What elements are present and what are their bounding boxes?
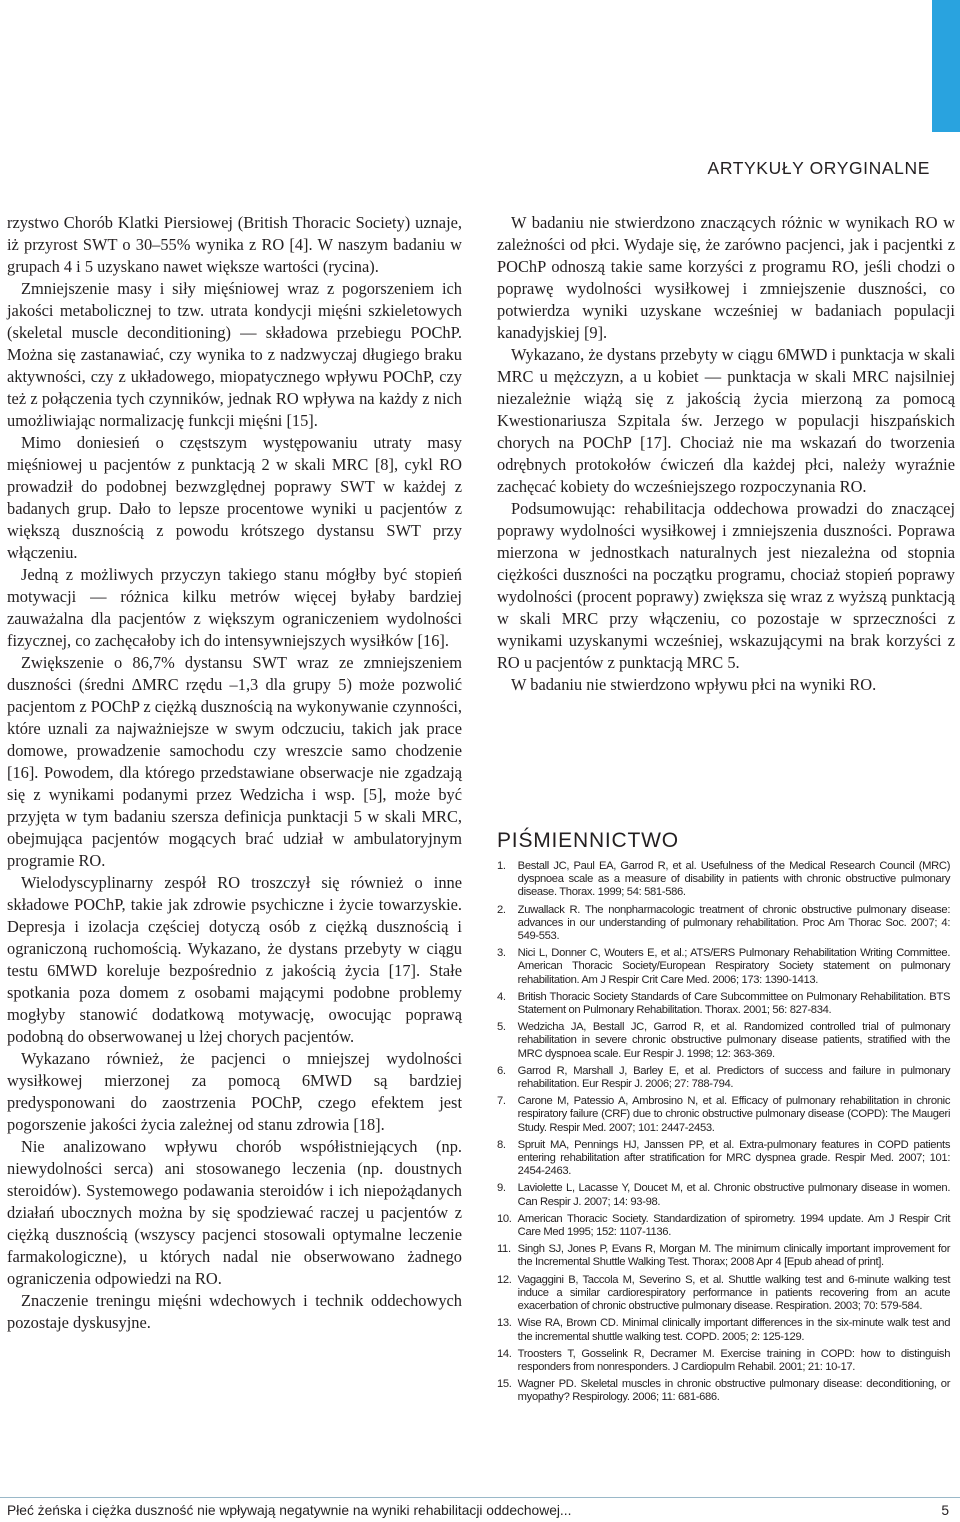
left-text-column	[7, 212, 462, 1334]
reference-item	[497, 904, 950, 944]
reference-number: 6.	[497, 1064, 506, 1077]
paragraph: Wielodyscyplinarny zespół RO troszczył się również o inne składowe POChP, takie jak zdrowie psychiczne i życie towarzyskie. Depresja i izolacja częściej dotyczą osób z ciężką dusznością i ograniczoną ruchomością. Wykazano, że dystans przebyty w ciągu testu 6MWD koreluje bezpośrednio z jakością życia [17]. Stałe spotkania poza domem z osobami mającymi podobne problemy mogłyby stanowić dodatkową motywację, owocując poprawą podobną do obserwowanej u lżej chorych pacjentów.	[7, 873, 462, 1046]
paragraph: Znaczenie treningu mięśni wdechowych i technik oddechowych pozostaje dyskusyjne.	[7, 1291, 462, 1332]
reference-item	[497, 947, 950, 987]
reference-number: 4.	[497, 990, 506, 1003]
paragraph: W badaniu nie stwierdzono wpływu płci na wyniki RO.	[511, 675, 877, 694]
reference-number: 1.	[497, 860, 506, 872]
reference-text: Spruit MA, Pennings HJ, Janssen PP, et al. Extra-pulmonary features in COPD patients entering rehabilitation after stratification for MRC dyspnea grade. Respir Med. 2007; 101: 2454-2463.	[517, 1138, 951, 1178]
reference-item	[497, 860, 950, 900]
section-header: ARTYKUŁY ORYGINALNE	[707, 158, 930, 178]
reference-text: Wagner PD. Skeletal muscles in chronic obstructive pulmonary disease: deconditioning, or myopathy? Respirology. 2006; 11: 681-686.	[517, 1378, 951, 1404]
reference-text: Troosters T, Gosselink R, Decramer M. Exercise training in COPD: how to distinguish responders from nonresponders. J Cardiopulm Rehabil. 2001; 21: 10-17.	[517, 1347, 951, 1373]
reference-number: 8.	[497, 1138, 506, 1151]
reference-item	[497, 991, 950, 1017]
paragraph: Nie analizowano wpływu chorób współistniejących (np. niewydolności serca) ani stosowanego leczenia (np. doustnych steroidów). Systemowego podawania steroidów i ich niepożądanych działań ubocznych można by się spodziewać raczej u pacjentów z ciężką dusznością (wszyscy pacjenci stosowali optymalne leczenie farmakologiczne), u których nadal nie obserwowano żadnego ograniczenia odpowiedzi na RO.	[7, 1137, 462, 1288]
reference-text: Zuwallack R. The nonpharmacologic treatment of chronic obstructive pulmonary disease: advances in our understanding of pulmonary rehabilitation. Proc Am Thorac Soc. 2007; 4: 549-553.	[517, 903, 951, 943]
paragraph: Wykazano również, że pacjenci o mniejszej wydolności wysiłkowej mierzonej za pomocą 6MWD są bardziej predysponowani do zaostrzenia POChP, czego efektem jest pogorszenie jakości życia zależnej od stanu zdrowia [18].	[7, 1049, 462, 1134]
reference-number: 5.	[497, 1021, 506, 1034]
reference-item	[497, 1274, 950, 1314]
reference-text: Singh SJ, Jones P, Evans R, Morgan M. The minimum clinically important improvement for the Incremental Shuttle Walking Test. Thorax; 2008 Apr 4 [Epub ahead of print].	[517, 1243, 951, 1269]
reference-number: 7.	[497, 1095, 506, 1108]
corner-color-tab	[932, 0, 960, 132]
reference-item	[497, 1065, 950, 1091]
reference-item	[497, 1021, 950, 1061]
paragraph: Zmniejszenie masy i siły mięśniowej wraz z pogorszeniem ich jakości metabolicznej to tzw. utrata kondycji mięśni szkieletowych (skeletal muscle deconditioning) — składowa przebiegu POChP. Można się zastanawiać, czy wynika to z nadzwyczaj długiego braku aktywności, czy z układowego, miopatycznego wpływu POChP, czy też z połączenia tych czynników, jednak RO wpływa na każdy z nich umożliwiając normalizację funkcji mięśni [15].	[7, 279, 462, 430]
paragraph: Podsumowując: rehabilitacja oddechowa prowadzi do znaczącej poprawy wydolności wysiłkowej i zmniejszenia duszności. Poprawa mierzona w jednostkach naturalnych jest niezależna od stopnia ciężkości duszności na początku programu, chociaż stopień poprawy wydolności (procent poprawy) zwiększa się wraz z wyższą punktacją w skali MRC przy włączeniu, co pozostaje w sprzeczności z wynikami uzyskanymi wcześniej, wskazującymi na brak korzyści z RO u pacjentów z punktacją MRC 5.	[497, 499, 955, 672]
paragraph: rzystwo Chorób Klatki Piersiowej (British Thoracic Society) uznaje, iż przyrost SWT o 30–55% wynika z RO [4]. W naszym badaniu w grupach 4 i 5 uzyskano nawet większe wartości (rycina).	[7, 213, 462, 276]
page-number: 5	[941, 1503, 949, 1518]
references-heading: PIŚMIENNICTWO	[497, 829, 679, 852]
reference-number: 15.	[497, 1378, 512, 1391]
reference-number: 13.	[497, 1317, 512, 1330]
reference-text: Bestall JC, Paul EA, Garrod R, et al. Usefulness of the Medical Research Council (MRC) dyspnoea scale as a measure of disability in patients with chronic obstructive pulmonary disease. Thorax. 1999; 54: 581-586.	[517, 860, 951, 899]
reference-text: British Thoracic Society Standards of Care Subcommittee on Pulmonary Rehabilitation. BTS Statement on Pulmonary Rehabilitation. Thorax. 2001; 56: 827-834.	[517, 990, 951, 1017]
reference-text: Nici L, Donner C, Wouters E, et al.; ATS/ERS Pulmonary Rehabilitation Writing Committee. American Thoracic Society/European Respiratory Society statement on pulmonary rehabilitation. Am J Respir Crit Care Med. 2006; 173: 1390-1413.	[517, 947, 951, 986]
paragraph: Mimo doniesień o częstszym występowaniu utraty masy mięśniowej u pacjentów z punktacją 2 w skali MRC [8], cykl RO prowadził do podobnej bezwzględnej poprawy SWT w każdej z badanych grup. Dało to lepsze procentowe wyniki u pacjentów z większą dusznością z powodu krótszego dystansu SWT przy włączeniu.	[7, 433, 462, 562]
paragraph: Jedną z możliwych przyczyn takiego stanu mógłby być stopień motywacji — różnica kilku metrów więcej byłaby bardziej zauważalna dla pacjentów z większym ograniczeniem wydolności fizycznej, co zachęcałoby ich do intensywniejszych wysiłków [16].	[7, 565, 462, 650]
reference-text: Vagaggini B, Taccola M, Severino S, et al. Shuttle walking test and 6-minute walking test induce a similar cardiorespiratory performance in patients recovering from an acute exacerbation of chronic obstructive pulmonary disease. Respiration. 2003; 70: 579-584.	[517, 1273, 951, 1313]
reference-number: 12.	[497, 1273, 512, 1286]
reference-item	[497, 1213, 950, 1239]
footer-running-title: Płeć żeńska i ciężka duszność nie wpływają negatywnie na wyniki rehabilitacji oddechowej...	[7, 1503, 572, 1518]
reference-text: Wise RA, Brown CD. Minimal clinically important differences in the six-minute walk test and the incremental shuttle walking test. COPD. 2005; 2: 125-129.	[517, 1317, 951, 1343]
reference-item	[497, 1182, 950, 1208]
references-list	[497, 860, 950, 1409]
reference-item	[497, 1317, 950, 1343]
reference-number: 3.	[497, 947, 506, 960]
reference-number: 10.	[497, 1212, 512, 1225]
reference-text: Garrod R, Marshall J, Barley E, et al. Predictors of success and failure in pulmonary rehabilitation. Eur Respir J. 2006; 27: 788-794.	[517, 1064, 951, 1091]
reference-text: American Thoracic Society. Standardization of spirometry. 1994 update. Am J Respir Crit Care Med 1995; 152: 1107-1136.	[517, 1212, 951, 1239]
reference-number: 2.	[497, 903, 506, 916]
right-text-column	[497, 212, 955, 696]
reference-number: 9.	[497, 1182, 506, 1195]
paragraph: Wykazano, że dystans przebyty w ciągu 6MWD i punktacja w skali MRC u mężczyzn, a u kobiet — punktacja w skali MRC najsilniej niezależnie wiążą się z jakością życia mierzoną za pomocą Kwestionariusza Szpitala św. Jerzego w populacji hiszpańskich chorych na POChP [17]. Chociaż nie ma wskazań do tworzenia odrębnych protokołów ćwiczeń dla każdej płci, należy wyraźnie zachęcać kobiety do wcześniejszego rozpoczynania RO.	[497, 345, 955, 496]
reference-number: 11.	[497, 1243, 511, 1256]
footer-divider	[0, 1497, 960, 1498]
paragraph: Zwiększenie o 86,7% dystansu SWT wraz ze zmniejszeniem duszności (średni ΔMRC rzędu –1,3 dla grupy 5) może pozwolić pacjentom z POChP z ciężką dusznością na wykonywanie czynności, które uznali za najważniejsze w swym odczuciu, takich jak prace domowe, prowadzenie samochodu czy wreszcie samo chodzenie [16]. Powodem, dla którego przedstawiane obserwacje nie zgadzają się z wynikami podanymi przez Wedzicha i wsp. [5], może być przyjęta w tym badaniu szersza definicja punktacji 5 w skali MRC, obejmująca pacjentów mogących brać udział w ambulatoryjnym programie RO.	[7, 653, 463, 870]
reference-text: Carone M, Patessio A, Ambrosino N, et al. Efficacy of pulmonary rehabilitation in chronic respiratory failure (CRF) due to chronic obstructive pulmonary disease (COPD): The Maugeri Study. Respir Med. 2007; 101: 2447-2453.	[517, 1095, 951, 1134]
reference-text: Laviolette L, Lacasse Y, Doucet M, et al. Chronic obstructive pulmonary disease in women. Can Respir J. 2007; 14: 93-98.	[517, 1182, 951, 1208]
reference-item	[497, 1139, 950, 1179]
reference-text: Wedzicha JA, Bestall JC, Garrod R, et al. Randomized controlled trial of pulmonary rehabilitation in severe chronic obstructive pulmonary disease patients, stratified with the MRC dyspnoea scale. Eur Respir J. 1998; 12: 363-369.	[517, 1021, 951, 1060]
reference-number: 14.	[497, 1347, 512, 1360]
reference-item	[497, 1348, 950, 1374]
reference-item	[497, 1243, 950, 1269]
paragraph: W badaniu nie stwierdzono znaczących różnic w wynikach RO w zależności od płci. Wydaje się, że zarówno pacjenci, jak i pacjentki z POChP odnoszą takie same korzyści z programu RO, jeśli chodzi o poprawę wydolności wysiłkowej i zmniejszenie duszności, co potwierdza wyniki uzyskane wcześniej w badaniach populacji kanadyjskiej [9].	[497, 213, 955, 342]
reference-item	[497, 1095, 950, 1135]
reference-item	[497, 1378, 950, 1404]
